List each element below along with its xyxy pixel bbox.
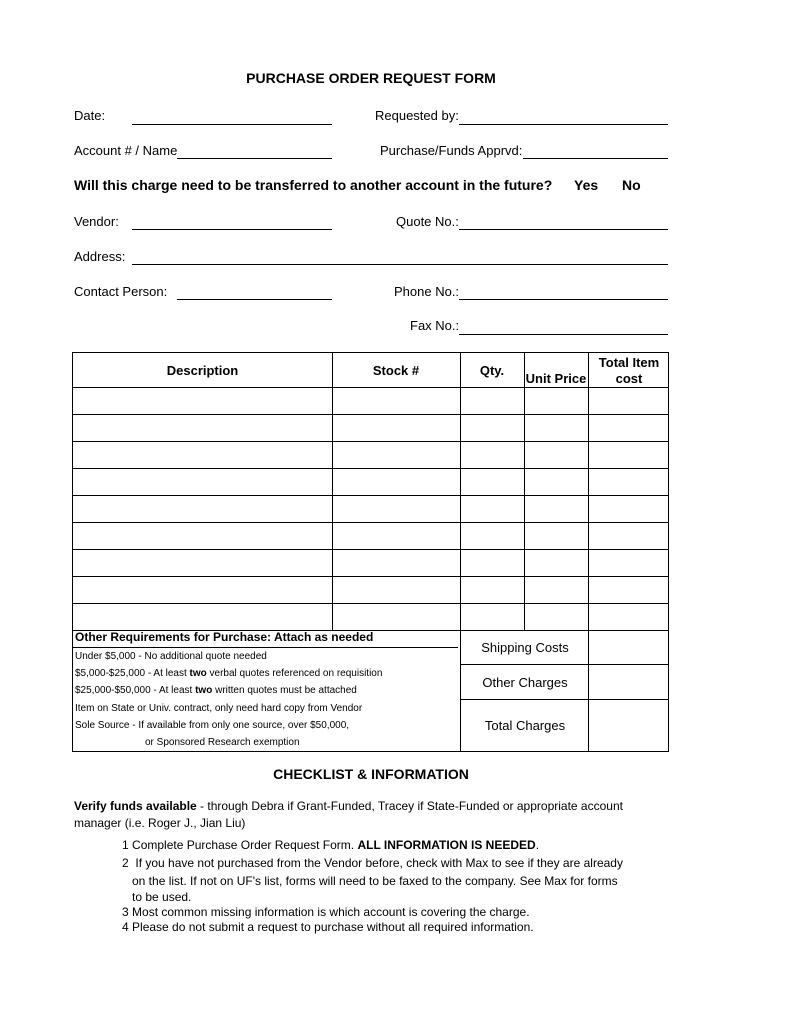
total-item-cost-header-1: Total Item xyxy=(598,355,660,370)
table-row[interactable] xyxy=(73,576,668,603)
address-label: Address: xyxy=(74,249,126,264)
requirement-line: $25,000-$50,000 - At least two written quotes must be attached xyxy=(75,685,357,696)
requirement-line: Under $5,000 - No additional quote needed xyxy=(75,651,267,662)
total-item-cost-header-2: cost xyxy=(615,371,643,386)
address-field[interactable] xyxy=(132,264,668,265)
date-label: Date: xyxy=(74,108,106,123)
requirement-line: $5,000-$25,000 - At least two verbal quotes referenced on requisition xyxy=(75,668,383,679)
date-field[interactable] xyxy=(132,124,332,125)
charges-requirements-box xyxy=(72,630,669,752)
table-row[interactable] xyxy=(73,549,668,576)
table-row[interactable] xyxy=(73,468,668,495)
form-title: PURCHASE ORDER REQUEST FORM xyxy=(246,70,496,86)
table-row[interactable] xyxy=(73,441,668,468)
checklist-item-2-cont: to be used. xyxy=(132,890,192,904)
other-charges-label: Other Charges xyxy=(482,675,568,690)
verify-funds-text-2: manager (i.e. Roger J., Jian Liu) xyxy=(74,816,246,830)
checklist-item-4: 4 Please do not submit a request to purchase without all required information. xyxy=(122,920,534,934)
contact-person-field[interactable] xyxy=(177,299,332,300)
requirement-line: Item on State or Univ. contract, only need hard copy from Vendor xyxy=(75,703,363,714)
phone-no-field[interactable] xyxy=(459,299,668,300)
requirements-heading: Other Requirements for Purchase: Attach as needed xyxy=(75,630,374,644)
shipping-costs-label: Shipping Costs xyxy=(481,640,569,655)
stock-header: Stock # xyxy=(372,363,420,378)
table-row[interactable] xyxy=(73,495,668,522)
checklist-item-2: 2 If you have not purchased from the Vendor before, check with Max to see if they are already xyxy=(122,856,623,870)
table-row[interactable] xyxy=(73,387,668,414)
items-table xyxy=(72,352,669,631)
checklist-item-2-cont: on the list. If not on UF's list, forms will need to be faxed to the company. See Max for forms xyxy=(132,874,618,888)
requirement-line: Sole Source - If available from only one source, over $50,000, xyxy=(75,720,350,731)
quote-no-label: Quote No.: xyxy=(396,214,459,229)
fax-no-label: Fax No.: xyxy=(410,318,460,333)
requested-by-label: Requested by: xyxy=(375,108,459,123)
vendor-label: Vendor: xyxy=(74,214,119,229)
qty-header: Qty. xyxy=(479,363,505,378)
quote-no-field[interactable] xyxy=(459,229,668,230)
fax-no-field[interactable] xyxy=(459,334,668,335)
verify-funds-text: Verify funds available - through Debra if Grant-Funded, Tracey if State-Funded or appropriate account xyxy=(74,799,623,813)
checklist-item-1: 1 Complete Purchase Order Request Form. ALL INFORMATION IS NEEDED. xyxy=(122,838,540,852)
purchase-funds-field[interactable] xyxy=(523,158,668,159)
unit-price-header: Unit Price xyxy=(525,371,587,386)
checklist-heading: CHECKLIST & INFORMATION xyxy=(273,766,469,782)
total-charges-label: Total Charges xyxy=(484,718,566,733)
requirement-line: or Sponsored Research exemption xyxy=(145,737,300,748)
phone-no-label: Phone No.: xyxy=(394,284,460,299)
requested-by-field[interactable] xyxy=(459,124,668,125)
purchase-funds-label: Purchase/Funds Apprvd: xyxy=(380,143,523,158)
table-row[interactable] xyxy=(73,414,668,441)
transfer-question: Will this charge need to be transferred to another account in the future? xyxy=(74,177,553,193)
table-row[interactable] xyxy=(73,522,668,549)
no-option[interactable]: No xyxy=(622,177,641,193)
vendor-field[interactable] xyxy=(132,229,332,230)
checklist-item-3: 3 Most common missing information is which account is covering the charge. xyxy=(122,905,530,919)
contact-person-label: Contact Person: xyxy=(74,284,168,299)
yes-option[interactable]: Yes xyxy=(574,177,599,193)
description-header: Description xyxy=(166,363,239,378)
account-name-field[interactable] xyxy=(177,158,332,159)
account-name-label: Account # / Name xyxy=(74,143,178,158)
